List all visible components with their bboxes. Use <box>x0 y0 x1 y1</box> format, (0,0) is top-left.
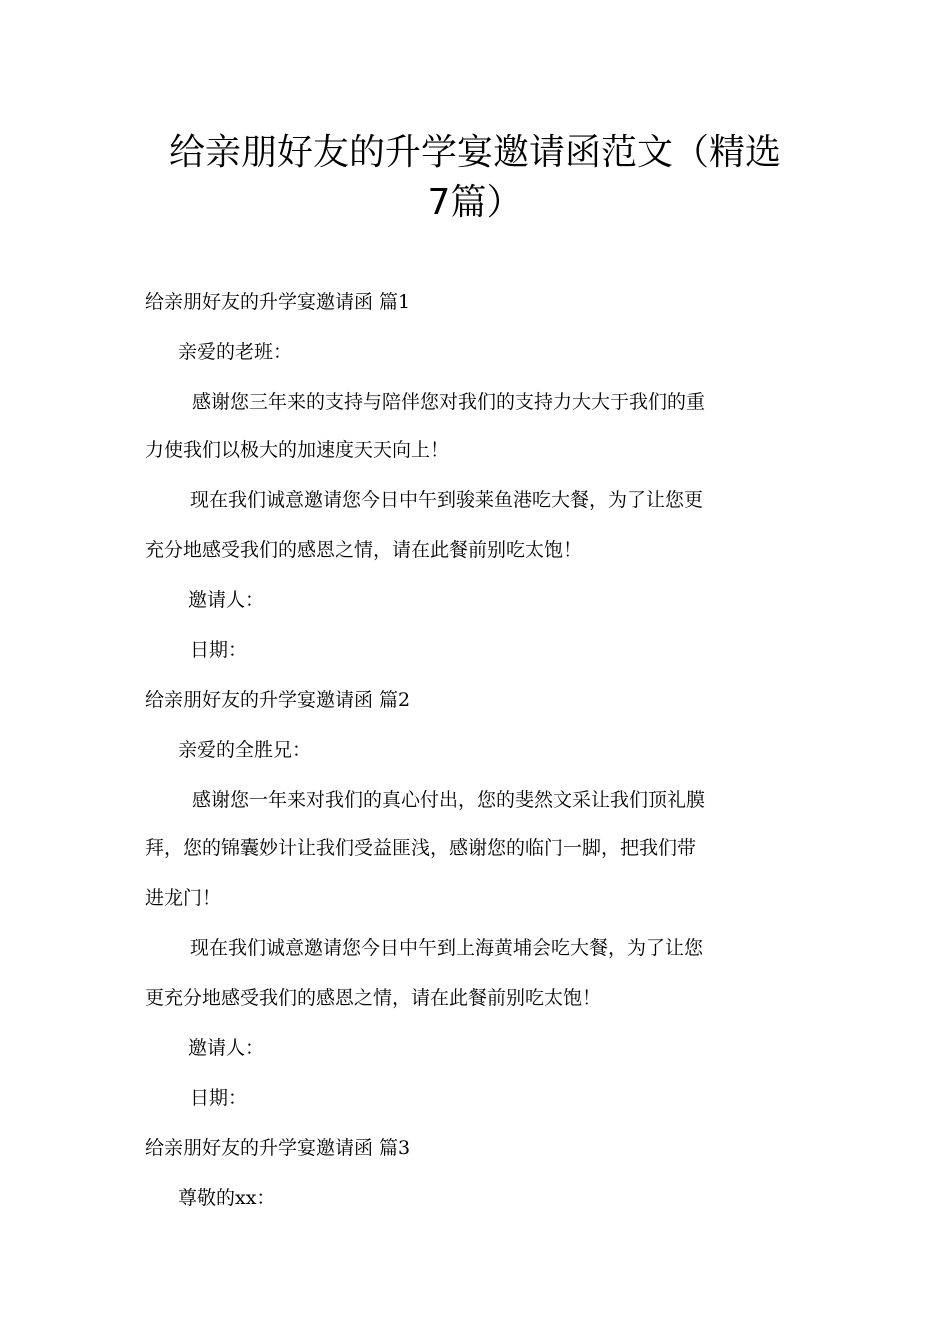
section-1-paragraph-2-line-1: 现在我们诚意邀请您今日中午到骏莱鱼港吃大餐，为了让您更 <box>190 489 704 511</box>
section-2-paragraph-1-line-2: 拜，您的锦囊妙计让我们受益匪浅，感谢您的临门一脚，把我们带 <box>145 837 697 859</box>
section-2-paragraph-1-line-1: 感谢您一年来对我们的真心付出，您的斐然文采让我们顶礼膜 <box>192 789 706 811</box>
section-2-salutation: 亲爱的全胜兄： <box>178 739 312 761</box>
section-1-inviter-label: 邀请人： <box>188 589 265 611</box>
section-2-heading: 给亲朋好友的升学宴邀请函 篇2 <box>145 689 411 711</box>
section-3-salutation: 尊敬的xx： <box>178 1187 276 1209</box>
section-3-heading: 给亲朋好友的升学宴邀请函 篇3 <box>145 1137 411 1159</box>
section-2-paragraph-2-line-2: 更充分地感受我们的感恩之情，请在此餐前别吃太饱！ <box>145 987 602 1009</box>
document-title-line-2: 7篇） <box>427 182 523 223</box>
section-1-heading: 给亲朋好友的升学宴邀请函 篇1 <box>145 291 411 313</box>
section-1-paragraph-1-line-2: 力使我们以极大的加速度天天向上！ <box>145 439 450 461</box>
section-2-inviter-label: 邀请人： <box>188 1037 265 1059</box>
section-2-date-label: 日期： <box>190 1087 248 1109</box>
section-2-paragraph-2-line-1: 现在我们诚意邀请您今日中午到上海黄埔会吃大餐，为了让您 <box>190 937 704 959</box>
section-1-salutation: 亲爱的老班： <box>178 341 293 363</box>
document-title-line-1: 给亲朋好友的升学宴邀请函范文（精选 <box>168 132 781 173</box>
section-1-paragraph-1-line-1: 感谢您三年来的支持与陪伴您对我们的支持力大大于我们的重 <box>192 391 706 413</box>
section-1-date-label: 日期： <box>190 639 248 661</box>
section-2-paragraph-1-line-3: 进龙门！ <box>145 887 222 909</box>
section-1-paragraph-2-line-2: 充分地感受我们的感恩之情，请在此餐前别吃太饱！ <box>145 539 583 561</box>
